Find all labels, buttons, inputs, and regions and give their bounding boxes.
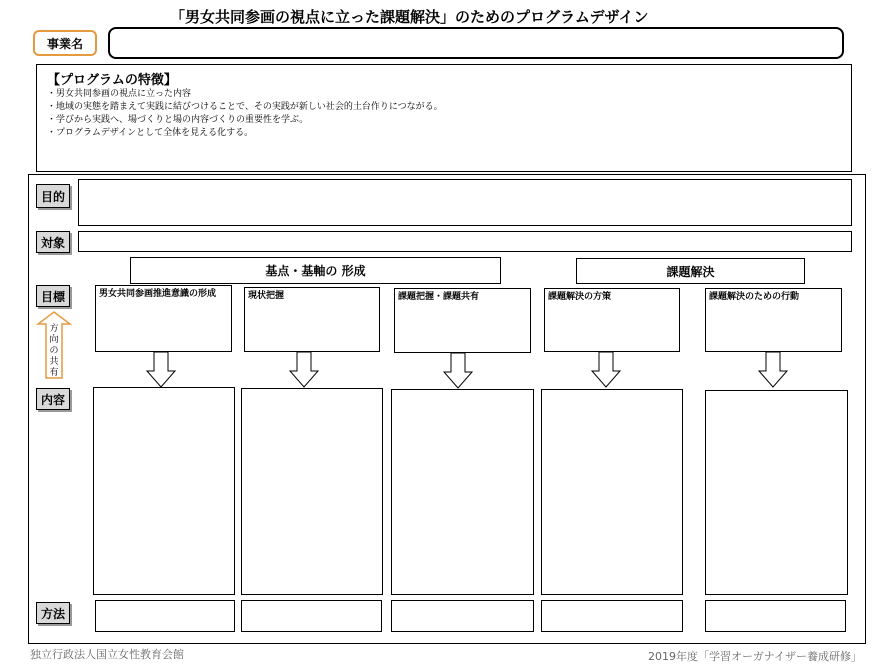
features-heading: 【プログラムの特徴】: [47, 73, 177, 88]
features-box: [36, 64, 852, 172]
phase-header-foundation: 基点・基軸の 形成: [130, 257, 501, 284]
content-box[interactable]: [93, 387, 235, 595]
direction-char: 向: [49, 335, 59, 345]
down-arrow-icon: [590, 351, 622, 389]
feature-item: ・男女共同参画の視点に立った内容: [47, 89, 192, 99]
goal-box-current-status[interactable]: 現状把握: [244, 287, 380, 352]
direction-char: の: [49, 346, 59, 356]
feature-item: ・地域の実態を踏まえて実践に結びつけることで、その実践が新しい社会的土台作りにつながる。: [47, 102, 443, 112]
content-box[interactable]: [541, 389, 683, 595]
phase-header-solution: 課題解決: [576, 258, 805, 284]
goal-label: 目標: [36, 285, 70, 307]
direction-char: 有: [49, 368, 59, 378]
method-box[interactable]: [705, 600, 846, 632]
goal-box-solution-action[interactable]: 課題解決のための行動: [705, 288, 842, 352]
goal-box-solution-measures[interactable]: 課題解決の方策: [544, 288, 680, 352]
feature-item: ・学びから実践へ、場づくりと場の内容づくりの重要性を学ぶ。: [47, 115, 309, 125]
down-arrow-icon: [288, 351, 320, 389]
content-label: 内容: [36, 388, 70, 410]
feature-item: [47, 127, 841, 140]
method-box[interactable]: [95, 600, 235, 632]
goal-box-awareness[interactable]: 男女共同参画推進意識の形成: [95, 285, 232, 352]
footer-training-name: 2019年度「学習オーガナイザー養成研修」: [648, 650, 863, 663]
method-label: 方法: [36, 602, 70, 624]
method-box[interactable]: [541, 600, 683, 632]
page-title: 「男女共同参画の視点に立った課題解決」のためのプログラムデザイン: [170, 8, 649, 26]
down-arrow-icon: [757, 351, 789, 389]
direction-char: 共: [49, 357, 59, 367]
content-box[interactable]: [241, 388, 383, 595]
purpose-field[interactable]: [78, 179, 852, 226]
feature-item-text: ・プログラムデザインとして全体を見える化する。: [47, 128, 254, 138]
direction-char: 方: [49, 324, 59, 334]
footer-organization: 独立行政法人国立女性教育会館: [30, 648, 184, 661]
down-arrow-icon: [145, 351, 177, 389]
target-field[interactable]: [78, 231, 852, 252]
goal-box-issue-sharing[interactable]: 課題把握・課題共有: [394, 288, 531, 353]
method-box[interactable]: [241, 600, 382, 632]
down-arrow-icon: [442, 352, 474, 390]
content-box[interactable]: [391, 389, 534, 595]
content-box[interactable]: [705, 390, 848, 595]
direction-share-label: [47, 324, 61, 379]
purpose-label: 目的: [36, 184, 70, 208]
target-label: 対象: [36, 231, 70, 253]
project-name-field[interactable]: [108, 27, 844, 59]
project-name-label: 事業名: [33, 30, 97, 56]
method-box[interactable]: [391, 600, 534, 632]
